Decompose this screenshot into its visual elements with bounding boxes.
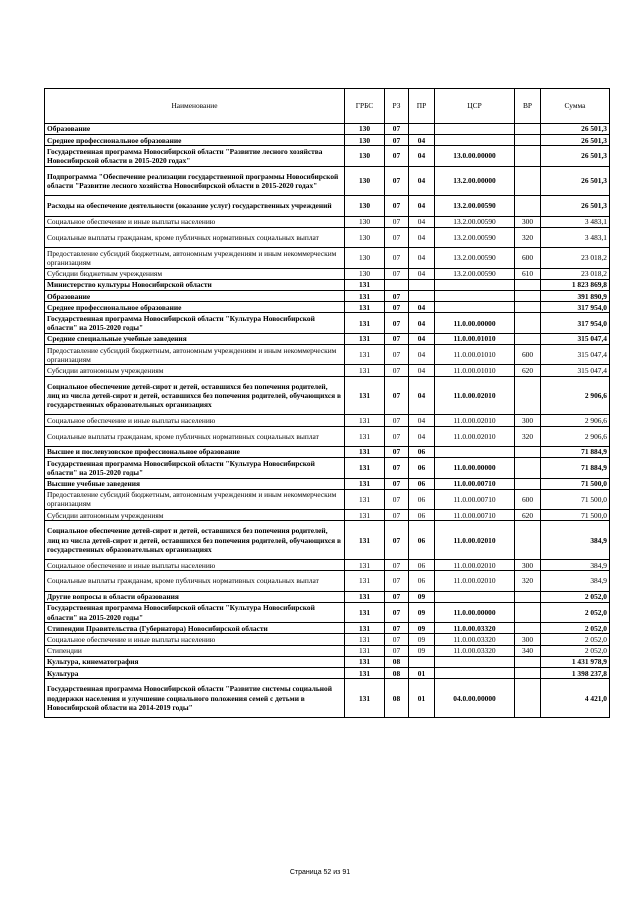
cell-rz: 07 [385, 376, 409, 415]
cell-csr: 11.0.00.00710 [435, 478, 515, 489]
table-row [45, 591, 610, 602]
table-body [45, 124, 610, 718]
table-row [45, 365, 610, 376]
table-header-row [45, 89, 610, 124]
cell-sum: 4 421,0 [541, 679, 610, 718]
table-row [45, 458, 610, 478]
cell-rz: 07 [385, 333, 409, 344]
cell-csr: 11.0.00.00000 [435, 313, 515, 333]
cell-pr: 04 [409, 166, 435, 196]
header-csr: ЦСР [435, 89, 515, 124]
header-vr: ВР [515, 89, 541, 124]
cell-csr [435, 124, 515, 135]
cell-grbs: 130 [345, 146, 385, 166]
cell-vr: 620 [515, 365, 541, 376]
cell-pr: 04 [409, 376, 435, 415]
cell-grbs: 130 [345, 216, 385, 227]
cell-name: Культура, кинематография [45, 656, 345, 667]
cell-csr: 11.0.00.02010 [435, 426, 515, 446]
cell-rz: 07 [385, 124, 409, 135]
cell-name: Государственная программа Новосибирской области "Культура Новосибирской области" на 2015-2020 годы" [45, 313, 345, 333]
cell-name: Подпрограмма "Обеспечение реализации государственной программы Новосибирской области "Развитие лесного хозяйства Новосибирской области в 2015-2020 годах" [45, 166, 345, 196]
cell-vr: 320 [515, 571, 541, 591]
cell-vr [515, 146, 541, 166]
cell-rz: 07 [385, 521, 409, 560]
cell-grbs: 131 [345, 560, 385, 571]
cell-rz: 07 [385, 591, 409, 602]
cell-csr [435, 302, 515, 313]
cell-name: Предоставление субсидий бюджетным, автономным учреждениям и иным некоммерческим организациям [45, 345, 345, 365]
cell-rz: 07 [385, 166, 409, 196]
table-row [45, 313, 610, 333]
cell-vr: 300 [515, 216, 541, 227]
cell-sum: 315 047,4 [541, 333, 610, 344]
cell-sum: 71 500,0 [541, 489, 610, 509]
cell-csr: 11.0.00.03320 [435, 634, 515, 645]
cell-csr: 11.0.00.00000 [435, 602, 515, 622]
cell-csr: 11.0.00.01010 [435, 365, 515, 376]
cell-grbs: 131 [345, 571, 385, 591]
table-row [45, 166, 610, 196]
cell-vr: 610 [515, 268, 541, 279]
cell-pr: 01 [409, 679, 435, 718]
table-row [45, 645, 610, 656]
cell-grbs: 131 [345, 679, 385, 718]
cell-vr [515, 602, 541, 622]
cell-csr: 13.2.00.00590 [435, 216, 515, 227]
cell-rz: 07 [385, 248, 409, 268]
cell-vr [515, 166, 541, 196]
table-row [45, 248, 610, 268]
cell-pr: 06 [409, 458, 435, 478]
budget-table [44, 88, 610, 718]
cell-sum: 2 052,0 [541, 591, 610, 602]
table-row [45, 668, 610, 679]
table-row [45, 560, 610, 571]
cell-sum: 317 954,0 [541, 302, 610, 313]
cell-vr: 300 [515, 560, 541, 571]
cell-pr: 09 [409, 591, 435, 602]
cell-pr: 06 [409, 571, 435, 591]
cell-csr: 11.0.00.01010 [435, 345, 515, 365]
table-row [45, 602, 610, 622]
cell-name: Расходы на обеспечение деятельности (оказание услуг) государственных учреждений [45, 196, 345, 216]
cell-sum: 26 501,3 [541, 146, 610, 166]
cell-pr: 04 [409, 268, 435, 279]
cell-name: Образование [45, 291, 345, 302]
cell-vr [515, 591, 541, 602]
cell-csr [435, 291, 515, 302]
cell-sum: 26 501,3 [541, 166, 610, 196]
table-row [45, 333, 610, 344]
cell-sum: 317 954,0 [541, 313, 610, 333]
cell-vr: 620 [515, 510, 541, 521]
cell-vr [515, 376, 541, 415]
cell-name: Предоставление субсидий бюджетным, автономным учреждениям и иным некоммерческим организациям [45, 489, 345, 509]
table-row [45, 634, 610, 645]
cell-sum: 26 501,3 [541, 135, 610, 146]
cell-sum: 384,9 [541, 521, 610, 560]
cell-vr: 600 [515, 248, 541, 268]
cell-pr: 01 [409, 668, 435, 679]
table-row [45, 279, 610, 290]
cell-vr: 300 [515, 634, 541, 645]
cell-csr: 11.0.00.02010 [435, 521, 515, 560]
cell-csr: 13.2.00.00590 [435, 227, 515, 247]
cell-pr: 09 [409, 602, 435, 622]
cell-pr: 04 [409, 146, 435, 166]
table-row [45, 135, 610, 146]
cell-vr: 320 [515, 426, 541, 446]
cell-pr [409, 279, 435, 290]
cell-csr: 11.0.00.02010 [435, 415, 515, 426]
cell-name: Государственная программа Новосибирской области "Развитие системы социальной поддержки населения и улучшение социального положения семей с детьми в Новосибирской области на 2014-2019 годы" [45, 679, 345, 718]
cell-pr: 06 [409, 478, 435, 489]
cell-name: Среднее профессиональное образование [45, 135, 345, 146]
cell-csr: 13.2.00.00590 [435, 248, 515, 268]
cell-pr: 04 [409, 345, 435, 365]
cell-sum: 23 018,2 [541, 268, 610, 279]
cell-grbs: 131 [345, 291, 385, 302]
cell-sum: 2 052,0 [541, 623, 610, 634]
cell-rz: 07 [385, 135, 409, 146]
cell-rz: 07 [385, 227, 409, 247]
cell-grbs: 131 [345, 345, 385, 365]
cell-rz: 07 [385, 146, 409, 166]
cell-pr: 04 [409, 426, 435, 446]
cell-pr: 04 [409, 313, 435, 333]
cell-vr: 340 [515, 645, 541, 656]
cell-pr: 04 [409, 365, 435, 376]
table-row [45, 478, 610, 489]
cell-grbs: 131 [345, 521, 385, 560]
cell-csr: 04.0.00.00000 [435, 679, 515, 718]
cell-vr: 600 [515, 345, 541, 365]
table-row [45, 447, 610, 458]
cell-vr [515, 447, 541, 458]
table-row [45, 216, 610, 227]
cell-pr: 04 [409, 302, 435, 313]
cell-vr: 300 [515, 415, 541, 426]
cell-grbs: 131 [345, 415, 385, 426]
cell-grbs: 131 [345, 489, 385, 509]
table-row [45, 227, 610, 247]
cell-name: Социальное обеспечение и иные выплаты населению [45, 560, 345, 571]
cell-pr: 06 [409, 521, 435, 560]
cell-name: Социальное обеспечение и иные выплаты населению [45, 634, 345, 645]
cell-name: Социальное обеспечение и иные выплаты населению [45, 216, 345, 227]
cell-grbs: 130 [345, 166, 385, 196]
cell-name: Социальное обеспечение детей-сирот и детей, оставшихся без попечения родителей, лиц из числа детей-сирот и детей, оставшихся без попечения родителей, обучающихся в государственных образовательных организациях [45, 521, 345, 560]
cell-name: Государственная программа Новосибирской области "Развитие лесного хозяйства Новосибирской области в 2015-2020 годах" [45, 146, 345, 166]
cell-name: Средние специальные учебные заведения [45, 333, 345, 344]
table-row [45, 510, 610, 521]
table-row [45, 302, 610, 313]
cell-pr: 04 [409, 248, 435, 268]
cell-vr [515, 333, 541, 344]
cell-vr [515, 478, 541, 489]
cell-name: Высшие учебные заведения [45, 478, 345, 489]
cell-grbs: 131 [345, 656, 385, 667]
table-row [45, 521, 610, 560]
cell-pr: 09 [409, 623, 435, 634]
cell-sum: 71 500,0 [541, 478, 610, 489]
cell-grbs: 130 [345, 124, 385, 135]
cell-sum: 2 052,0 [541, 634, 610, 645]
table-row [45, 623, 610, 634]
cell-sum: 2 052,0 [541, 645, 610, 656]
table-row [45, 345, 610, 365]
cell-name: Субсидии автономным учреждениям [45, 365, 345, 376]
cell-grbs: 131 [345, 623, 385, 634]
cell-sum: 1 823 869,8 [541, 279, 610, 290]
cell-rz: 07 [385, 634, 409, 645]
cell-rz: 07 [385, 216, 409, 227]
cell-csr: 11.0.00.02010 [435, 560, 515, 571]
table-row [45, 489, 610, 509]
cell-pr [409, 124, 435, 135]
cell-rz: 07 [385, 602, 409, 622]
cell-sum: 315 047,4 [541, 345, 610, 365]
cell-sum: 1 398 237,8 [541, 668, 610, 679]
cell-pr: 04 [409, 216, 435, 227]
cell-grbs: 131 [345, 376, 385, 415]
cell-rz: 07 [385, 291, 409, 302]
cell-grbs: 131 [345, 279, 385, 290]
cell-csr: 13.2.00.00590 [435, 268, 515, 279]
cell-rz [385, 279, 409, 290]
cell-rz: 07 [385, 645, 409, 656]
cell-vr [515, 302, 541, 313]
cell-vr [515, 521, 541, 560]
cell-vr [515, 679, 541, 718]
cell-grbs: 131 [345, 478, 385, 489]
cell-pr: 09 [409, 634, 435, 645]
cell-name: Стипендии Правительства (Губернатора) Новосибирской области [45, 623, 345, 634]
cell-vr [515, 279, 541, 290]
table-row [45, 426, 610, 446]
cell-grbs: 131 [345, 426, 385, 446]
cell-sum: 71 500,0 [541, 510, 610, 521]
cell-rz: 07 [385, 268, 409, 279]
cell-pr: 06 [409, 489, 435, 509]
table-row [45, 571, 610, 591]
header-rz: РЗ [385, 89, 409, 124]
cell-csr: 11.0.00.02010 [435, 571, 515, 591]
cell-vr [515, 196, 541, 216]
cell-vr [515, 124, 541, 135]
cell-sum: 23 018,2 [541, 248, 610, 268]
header-name: Наименование [45, 89, 345, 124]
cell-sum: 2 906,6 [541, 426, 610, 446]
cell-rz: 08 [385, 656, 409, 667]
table-row [45, 679, 610, 718]
cell-pr: 09 [409, 645, 435, 656]
cell-grbs: 131 [345, 602, 385, 622]
cell-sum: 3 483,1 [541, 216, 610, 227]
cell-name: Социальные выплаты гражданам, кроме публичных нормативных социальных выплат [45, 227, 345, 247]
cell-rz: 07 [385, 313, 409, 333]
cell-sum: 391 890,9 [541, 291, 610, 302]
cell-pr: 04 [409, 227, 435, 247]
table-row [45, 268, 610, 279]
cell-name: Государственная программа Новосибирской области "Культура Новосибирской области" на 2015-2020 годы" [45, 602, 345, 622]
table-row [45, 415, 610, 426]
header-pr: ПР [409, 89, 435, 124]
cell-rz: 07 [385, 571, 409, 591]
cell-name: Другие вопросы в области образования [45, 591, 345, 602]
cell-grbs: 131 [345, 591, 385, 602]
cell-csr: 13.0.00.00000 [435, 146, 515, 166]
cell-pr: 04 [409, 135, 435, 146]
cell-grbs: 131 [345, 645, 385, 656]
cell-name: Министерство культуры Новосибирской области [45, 279, 345, 290]
cell-name: Среднее профессиональное образование [45, 302, 345, 313]
cell-sum: 384,9 [541, 571, 610, 591]
cell-sum: 3 483,1 [541, 227, 610, 247]
cell-name: Высшее и послевузовское профессиональное образование [45, 447, 345, 458]
cell-name: Социальные выплаты гражданам, кроме публичных нормативных социальных выплат [45, 571, 345, 591]
cell-sum: 2 906,6 [541, 415, 610, 426]
cell-vr: 320 [515, 227, 541, 247]
cell-grbs: 130 [345, 268, 385, 279]
cell-vr [515, 668, 541, 679]
cell-name: Предоставление субсидий бюджетным, автономным учреждениям и иным некоммерческим организациям [45, 248, 345, 268]
cell-rz: 07 [385, 478, 409, 489]
cell-grbs: 131 [345, 365, 385, 376]
cell-rz: 08 [385, 668, 409, 679]
cell-rz: 07 [385, 415, 409, 426]
cell-name: Социальные выплаты гражданам, кроме публичных нормативных социальных выплат [45, 426, 345, 446]
cell-sum: 1 431 978,9 [541, 656, 610, 667]
cell-pr: 04 [409, 333, 435, 344]
cell-rz: 07 [385, 365, 409, 376]
cell-csr [435, 447, 515, 458]
cell-rz: 07 [385, 196, 409, 216]
cell-rz: 07 [385, 489, 409, 509]
cell-grbs: 131 [345, 668, 385, 679]
cell-name: Социальное обеспечение и иные выплаты населению [45, 415, 345, 426]
cell-name: Стипендии [45, 645, 345, 656]
table-row [45, 656, 610, 667]
cell-rz: 07 [385, 560, 409, 571]
cell-grbs: 131 [345, 302, 385, 313]
cell-sum: 26 501,3 [541, 124, 610, 135]
cell-csr [435, 279, 515, 290]
cell-vr [515, 291, 541, 302]
cell-grbs: 130 [345, 196, 385, 216]
cell-grbs: 131 [345, 458, 385, 478]
cell-pr [409, 291, 435, 302]
cell-csr: 11.0.00.00710 [435, 489, 515, 509]
cell-csr: 11.0.00.01010 [435, 333, 515, 344]
cell-csr [435, 135, 515, 146]
page-number: Страница 52 из 91 [289, 869, 351, 876]
cell-name: Образование [45, 124, 345, 135]
cell-csr [435, 591, 515, 602]
cell-sum: 315 047,4 [541, 365, 610, 376]
cell-rz: 07 [385, 623, 409, 634]
cell-grbs: 130 [345, 227, 385, 247]
cell-rz: 07 [385, 510, 409, 521]
cell-csr: 11.0.00.02010 [435, 376, 515, 415]
cell-pr: 04 [409, 415, 435, 426]
cell-grbs: 131 [345, 447, 385, 458]
table-row [45, 291, 610, 302]
cell-csr: 11.0.00.00710 [435, 510, 515, 521]
cell-pr [409, 656, 435, 667]
cell-csr: 11.0.00.03320 [435, 645, 515, 656]
cell-sum: 384,9 [541, 560, 610, 571]
cell-vr [515, 623, 541, 634]
cell-vr [515, 656, 541, 667]
cell-csr [435, 668, 515, 679]
cell-rz: 07 [385, 458, 409, 478]
table-row [45, 376, 610, 415]
cell-vr [515, 458, 541, 478]
cell-csr: 11.0.00.03320 [435, 623, 515, 634]
table-row [45, 146, 610, 166]
cell-vr: 600 [515, 489, 541, 509]
cell-pr: 06 [409, 510, 435, 521]
cell-rz: 08 [385, 679, 409, 718]
cell-vr [515, 135, 541, 146]
cell-sum: 2 052,0 [541, 602, 610, 622]
cell-pr: 04 [409, 196, 435, 216]
table-row [45, 196, 610, 216]
cell-name: Субсидии автономным учреждениям [45, 510, 345, 521]
cell-name: Государственная программа Новосибирской области "Культура Новосибирской области" на 2015-2020 годы" [45, 458, 345, 478]
cell-pr: 06 [409, 560, 435, 571]
cell-csr: 13.2.00.00000 [435, 166, 515, 196]
cell-sum: 26 501,3 [541, 196, 610, 216]
header-grbs: ГРБС [345, 89, 385, 124]
cell-grbs: 131 [345, 510, 385, 521]
cell-pr: 06 [409, 447, 435, 458]
cell-sum: 2 906,6 [541, 376, 610, 415]
cell-grbs: 131 [345, 313, 385, 333]
cell-grbs: 130 [345, 248, 385, 268]
cell-csr: 11.0.00.00000 [435, 458, 515, 478]
cell-csr [435, 656, 515, 667]
cell-grbs: 130 [345, 135, 385, 146]
cell-name: Культура [45, 668, 345, 679]
cell-grbs: 131 [345, 634, 385, 645]
cell-csr: 13.2.00.00590 [435, 196, 515, 216]
cell-rz: 07 [385, 302, 409, 313]
cell-sum: 71 884,9 [541, 458, 610, 478]
cell-vr [515, 313, 541, 333]
table-row [45, 124, 610, 135]
cell-rz: 07 [385, 426, 409, 446]
cell-name: Социальное обеспечение детей-сирот и детей, оставшихся без попечения родителей, лиц из числа детей-сирот и детей, оставшихся без попечения родителей, обучающихся в государственных образовательных организациях [45, 376, 345, 415]
cell-rz: 07 [385, 447, 409, 458]
cell-name: Субсидии бюджетным учреждениям [45, 268, 345, 279]
cell-sum: 71 884,9 [541, 447, 610, 458]
header-sum: Сумма [541, 89, 610, 124]
cell-rz: 07 [385, 345, 409, 365]
cell-grbs: 131 [345, 333, 385, 344]
